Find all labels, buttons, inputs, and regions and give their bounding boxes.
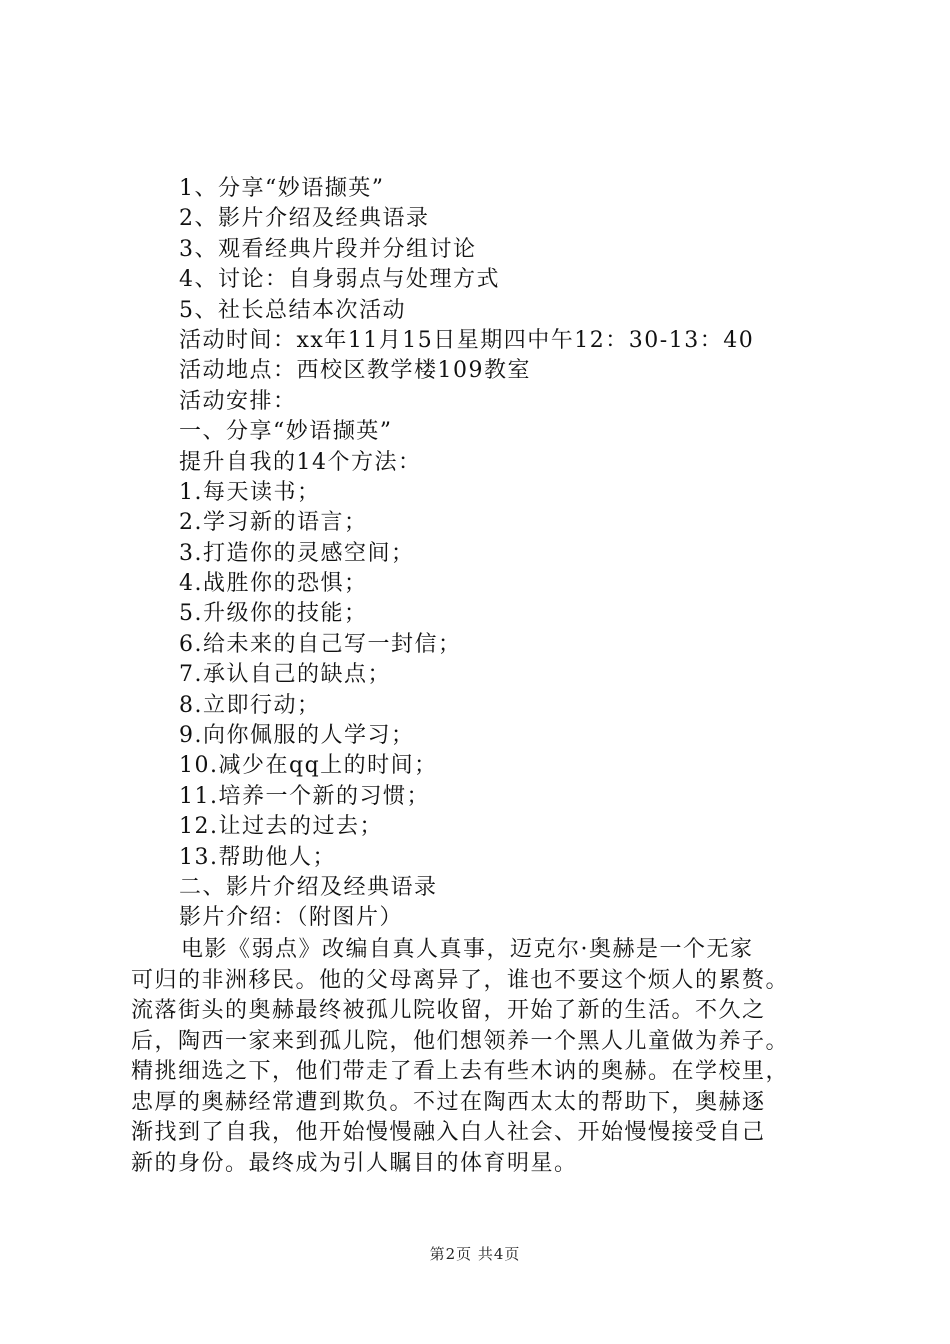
section-heading: 一、分享“妙语撷英”: [179, 419, 393, 445]
agenda-lines: [179, 174, 754, 934]
agenda-line: 5、社长总结本次活动: [179, 297, 406, 323]
method-item: 12.让过去的过去；: [179, 814, 383, 840]
agenda-line: 1、分享“妙语撷英”: [179, 176, 385, 201]
paragraph-line: 精挑细选之下，他们带走了看上去有些木讷的奥赫。在学校里，: [131, 1059, 790, 1084]
methods-heading: 提升自我的14个方法：: [179, 449, 422, 475]
method-item: 3.打造你的灵感空间；: [179, 540, 415, 566]
paragraph-line: 可归的非洲移民。他的父母离异了，谁也不要这个烦人的累赘。: [131, 967, 790, 993]
method-item: 1.每天读书；: [179, 479, 321, 505]
method-item: 4.战胜你的恐惧；: [179, 571, 368, 597]
method-item: 7.承认自己的缺点；: [179, 662, 391, 688]
method-item: 13.帮助他人；: [179, 844, 336, 870]
paragraph-line: 忠厚的奥赫经常遭到欺负。不过在陶西太太的帮助下，奥赫逐: [131, 1089, 766, 1115]
page-footer: 第2页 共4页: [429, 1245, 521, 1263]
method-item: 5.升级你的技能；: [179, 601, 368, 627]
activity-arrangement-heading: 活动安排：: [179, 388, 297, 414]
paragraph-line: 后，陶西一家来到孤儿院，他们想领养一个黑人儿童做为养子。: [131, 1028, 790, 1054]
film-intro-paragraph: [131, 935, 841, 1179]
section-heading: 二、影片介绍及经典语录: [179, 874, 438, 900]
paragraph-line: 渐找到了自我，他开始慢慢融入白人社会、开始慢慢接受自己: [131, 1120, 766, 1145]
activity-location: 活动地点：西校区教学楼109教室: [179, 358, 531, 384]
agenda-line: 2、影片介绍及经典语录: [179, 206, 430, 232]
method-item: 11.培养一个新的习惯；: [179, 783, 430, 809]
method-item: 9.向你佩服的人学习；: [179, 723, 415, 749]
film-intro-heading: 影片介绍：（附图片）: [179, 905, 404, 931]
paragraph-line: 流落街头的奥赫最终被孤儿院收留，开始了新的生活。不久之: [131, 998, 766, 1023]
method-item: 6.给未来的自己写一封信；: [179, 631, 462, 657]
method-item: 10.减少在qq上的时间；: [179, 753, 438, 779]
paragraph-line: 新的身份。最终成为引人瞩目的体育明星。: [131, 1150, 578, 1176]
paragraph-line: 电影《弱点》改编自真人真事，迈克尔·奥赫是一个无家: [181, 937, 754, 962]
agenda-line: 4、讨论：自身弱点与处理方式: [179, 267, 500, 293]
method-item: 2.学习新的语言；: [179, 510, 368, 536]
agenda-line: 3、观看经典片段并分组讨论: [179, 236, 477, 262]
method-item: 8.立即行动；: [179, 692, 321, 718]
activity-time: 活动时间：xx年11月15日星期四中午12：30-13：40: [179, 327, 755, 353]
